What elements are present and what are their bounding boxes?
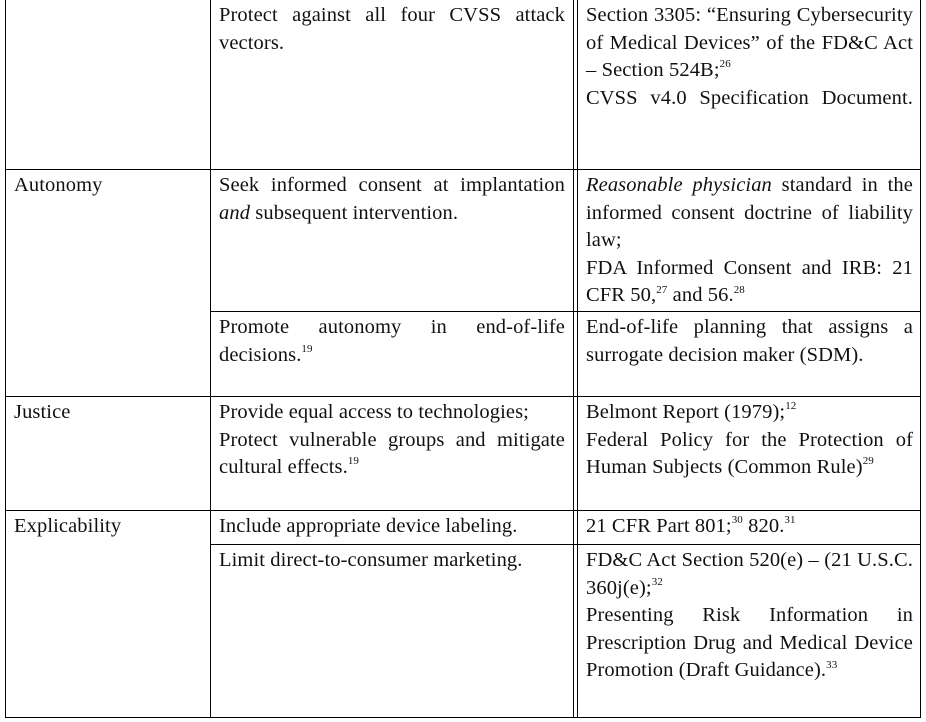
footnote-ref: 29 — [862, 455, 874, 468]
requirement-cell — [219, 399, 565, 482]
requirement-text: Promote autonomy in end-of-life decisions. — [219, 316, 565, 366]
requirement-cell — [219, 2, 565, 57]
source-emphasis: Reasonable physician — [586, 174, 772, 196]
row-rule-autonomy-2 — [210, 311, 921, 312]
footnote-ref: 28 — [733, 283, 745, 296]
table-border-bottom — [5, 717, 921, 718]
row-rule-explicability-2 — [210, 544, 921, 545]
sources-cell — [586, 2, 913, 112]
source-text: Section 3305: “Ensuring Cybersecurity of Medical Devices” of the FD&C Act – Section 524B; — [586, 4, 913, 82]
source-text: CVSS v4.0 Specification Document. — [586, 86, 913, 109]
source-text: Federal Policy for the Protection of Human Subjects (Common Rule) — [586, 428, 913, 479]
source-text: standard in the informed consent doctrine of liability law; — [586, 174, 913, 252]
requirement-emphasis: and — [219, 201, 251, 224]
requirement-text: Provide equal access to technologies; — [219, 401, 529, 423]
table-border-left — [5, 0, 6, 718]
footnote-ref: 19 — [301, 342, 313, 355]
requirement-text: Include appropriate device labeling. — [219, 515, 518, 537]
column-divider-1 — [210, 0, 211, 718]
source-text: 21 CFR Part 801; — [586, 515, 732, 537]
source-text: and 56. — [672, 284, 734, 307]
requirement-cell — [219, 314, 565, 369]
principle-label: Justice — [14, 401, 71, 423]
principle-label: Explicability — [14, 515, 122, 537]
sources-cell — [586, 314, 913, 369]
principle-justice — [14, 399, 204, 427]
principle-autonomy — [14, 172, 204, 200]
requirement-text: subsequent intervention. — [255, 201, 459, 224]
source-text: End-of-life planning that assigns a surrogate decision maker (SDM). — [586, 316, 913, 366]
requirement-cell — [219, 172, 565, 227]
requirement-text: Seek informed consent at implantation — [219, 174, 565, 196]
column-divider-2a — [573, 0, 574, 718]
source-text: Belmont Report (1979); — [586, 401, 786, 423]
footnote-ref: 12 — [785, 400, 797, 413]
sources-cell — [586, 399, 913, 482]
sources-cell — [586, 172, 913, 310]
requirement-text: Limit direct-to-consumer marketing. — [219, 549, 523, 571]
sources-cell — [586, 547, 913, 685]
column-divider-2b — [577, 0, 578, 718]
footnote-ref: 30 — [731, 514, 743, 527]
table-border-right — [920, 0, 921, 718]
principle-label: Autonomy — [14, 174, 103, 196]
requirement-text: Protect vulnerable groups and mitigate cultural effects. — [219, 428, 565, 479]
principle-explicability — [14, 513, 204, 541]
requirement-cell — [219, 547, 565, 575]
source-text: 820. — [748, 515, 785, 537]
row-rule-justice — [5, 396, 921, 397]
source-text: FDA Informed Consent and IRB: 21 CFR 50, — [586, 256, 913, 307]
source-text: Presenting Risk Information in Prescription Drug and Medical Device Promotion (Draft Guidance). — [586, 604, 913, 682]
requirement-cell — [219, 513, 565, 541]
source-text: FD&C Act Section 520(e) – (21 U.S.C. 360j(e); — [586, 549, 913, 599]
footnote-ref: 33 — [826, 658, 838, 671]
sources-cell — [586, 513, 913, 541]
requirement-text: Protect against all four CVSS attack vectors. — [219, 4, 565, 54]
footnote-ref: 27 — [656, 283, 668, 296]
footnote-ref: 26 — [719, 58, 731, 71]
row-rule-explicability — [5, 510, 921, 511]
row-rule-autonomy — [5, 169, 921, 170]
footnote-ref: 31 — [784, 514, 796, 527]
footnote-ref: 19 — [347, 455, 360, 468]
footnote-ref: 32 — [651, 575, 663, 588]
